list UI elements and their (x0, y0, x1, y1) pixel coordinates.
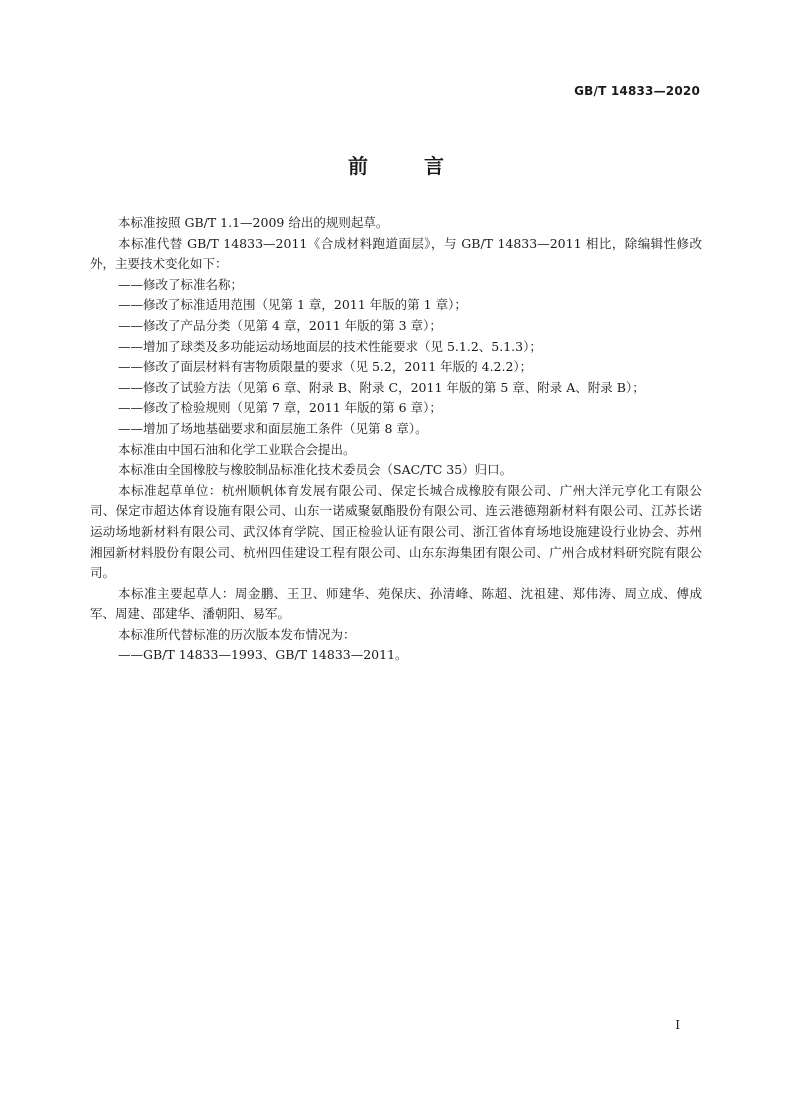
paragraph-drafting-units: 本标准起草单位：杭州顺帆体育发展有限公司、保定长城合成橡胶有限公司、广州大洋元亨化工有限公司、保定市超达体育设施有限公司、山东一诺威聚氨酯股份有限公司、连云港德翔新材料有限公司、江苏长诺运动场地新材料有限公司、武汉体育学院、国正检验认证有限公司、浙江省体育场地设施建设行业协会、苏州湘园新材料股份有限公司、杭州四佳建设工程有限公司、山东东海集团有限公司、广州合成材料研究院有限公司。 (90, 482, 702, 581)
page-title (0, 150, 792, 179)
title-char-2: 言 (424, 154, 444, 178)
paragraph-proposer: 本标准由中国石油和化学工业联合会提出。 (118, 441, 356, 457)
title-char-1: 前 (348, 154, 368, 178)
change-item: ——修改了标准名称； (118, 276, 244, 292)
foreword-body (90, 213, 702, 666)
standard-code-header: GB/T 14833—2020 (574, 84, 700, 98)
page-number: I (675, 1018, 680, 1032)
paragraph-replacement: 本标准代替 GB/T 14833—2011《合成材料跑道面层》，与 GB/T 14833—2011 相比，除编辑性修改外，主要技术变化如下： (90, 235, 702, 272)
change-item: ——增加了场地基础要求和面层施工条件（见第 8 章）。 (118, 420, 428, 436)
paragraph-committee: 本标准由全国橡胶与橡胶制品标准化技术委员会（SAC/TC 35）归口。 (118, 462, 513, 478)
change-item: ——修改了标准适用范围（见第 1 章，2011 年版的第 1 章）； (118, 297, 467, 313)
paragraph-history-intro: 本标准所代替标准的历次版本发布情况为： (118, 626, 356, 642)
paragraph-drafters: 本标准主要起草人：周金鹏、王卫、师建华、苑保庆、孙清峰、陈超、沈祖建、郑伟涛、周立成、傅成军、周建、邵建华、潘朝阳、易军。 (90, 585, 702, 622)
change-item: ——修改了面层材料有害物质限量的要求（见 5.2，2011 年版的 4.2.2）； (118, 359, 533, 375)
paragraph-drafting-rules: 本标准按照 GB/T 1.1—2009 给出的规则起草。 (118, 215, 389, 230)
change-item: ——修改了检验规则（见第 7 章，2011 年版的第 6 章）； (118, 400, 442, 416)
history-item: ——GB/T 14833—1993、GB/T 14833—2011。 (118, 647, 408, 663)
change-item: ——修改了试验方法（见第 6 章、附录 B、附录 C，2011 年版的第 5 章、附录 A、附录 B）； (118, 379, 645, 395)
change-item: ——修改了产品分类（见第 4 章，2011 年版的第 3 章）； (118, 317, 442, 333)
change-item: ——增加了球类及多功能运动场地面层的技术性能要求（见 5.1.2、5.1.3）； (118, 338, 542, 354)
